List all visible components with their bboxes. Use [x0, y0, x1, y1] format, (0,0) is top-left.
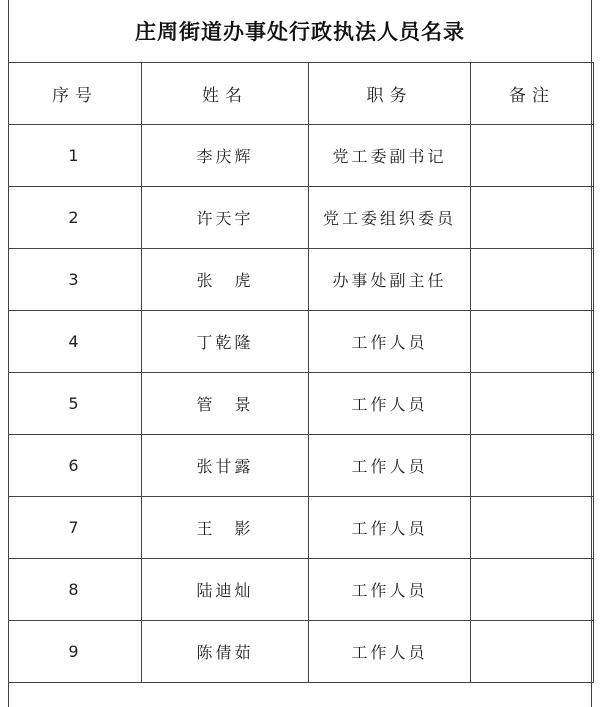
cell-index: 2 [9, 187, 142, 249]
cell-index: 4 [9, 311, 142, 373]
cell-note [471, 621, 594, 683]
cell-index: 5 [9, 373, 142, 435]
cell-position: 党工委组织委员 [309, 187, 471, 249]
personnel-table [8, 62, 594, 683]
table-row [9, 497, 594, 559]
table-row [9, 559, 594, 621]
cell-name: 张甘露 [142, 435, 309, 497]
cell-note [471, 497, 594, 559]
document-title: 庄周街道办事处行政执法人员名录 [135, 20, 465, 44]
cell-name: 王 影 [142, 497, 309, 559]
cell-name: 李庆辉 [142, 125, 309, 187]
cell-index: 6 [9, 435, 142, 497]
cell-position: 工作人员 [309, 435, 471, 497]
cell-position: 工作人员 [309, 373, 471, 435]
cell-index: 3 [9, 249, 142, 311]
cell-name: 陈倩茹 [142, 621, 309, 683]
header-note: 备注 [471, 63, 594, 125]
cell-name: 陆迪灿 [142, 559, 309, 621]
cell-name: 丁乾隆 [142, 311, 309, 373]
cell-name: 张 虎 [142, 249, 309, 311]
table-row [9, 311, 594, 373]
cell-position: 办事处副主任 [309, 249, 471, 311]
cell-position: 工作人员 [309, 311, 471, 373]
cell-note [471, 559, 594, 621]
cell-note [471, 373, 594, 435]
table-row [9, 373, 594, 435]
cell-name: 许天宇 [142, 187, 309, 249]
header-position: 职务 [309, 63, 471, 125]
table-header-row [9, 63, 594, 125]
table-row [9, 125, 594, 187]
cell-index: 9 [9, 621, 142, 683]
header-name: 姓名 [142, 63, 309, 125]
cell-position: 党工委副书记 [309, 125, 471, 187]
cell-name: 管 景 [142, 373, 309, 435]
table-row [9, 435, 594, 497]
cell-note [471, 435, 594, 497]
cell-index: 7 [9, 497, 142, 559]
table-row [9, 187, 594, 249]
cell-note [471, 187, 594, 249]
cell-position: 工作人员 [309, 559, 471, 621]
table-row [9, 249, 594, 311]
cell-note [471, 311, 594, 373]
cell-index: 1 [9, 125, 142, 187]
cell-position: 工作人员 [309, 497, 471, 559]
cell-position: 工作人员 [309, 621, 471, 683]
header-index: 序号 [9, 63, 142, 125]
document-sheet [8, 0, 592, 707]
cell-index: 8 [9, 559, 142, 621]
cell-note [471, 125, 594, 187]
table-row [9, 621, 594, 683]
cell-note [471, 249, 594, 311]
